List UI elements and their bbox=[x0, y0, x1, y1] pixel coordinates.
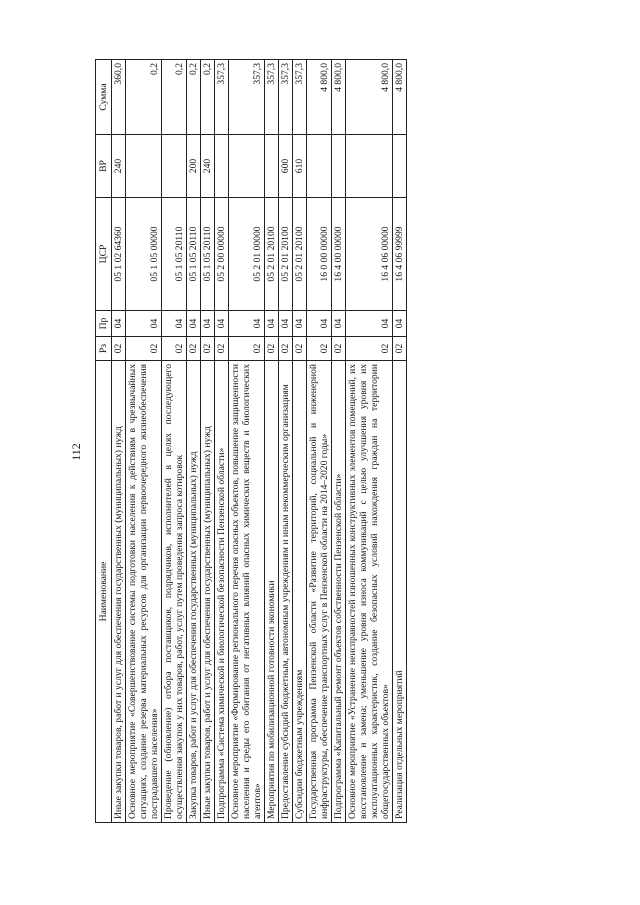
row-csr: 05 1 05 20110 bbox=[201, 198, 215, 311]
row-rz: 02 bbox=[215, 337, 229, 361]
row-name: Мероприятия по мобилизационной готовности экономики bbox=[265, 361, 279, 823]
row-sum: 0,2 bbox=[187, 60, 201, 135]
row-vr: 600 bbox=[279, 135, 293, 198]
row-name: Подпрограмма «Система химической и биологической безопасности Пензенской области» bbox=[215, 361, 229, 823]
budget-table bbox=[95, 59, 407, 823]
table-row bbox=[112, 60, 126, 823]
row-pr: 04 bbox=[393, 311, 407, 337]
row-csr: 05 1 05 00000 bbox=[126, 198, 162, 311]
row-csr: 05 1 05 20110 bbox=[187, 198, 201, 311]
page-number: 112 bbox=[69, 443, 83, 461]
row-rz: 02 bbox=[393, 337, 407, 361]
table-row bbox=[229, 60, 265, 823]
row-vr bbox=[162, 135, 187, 198]
row-pr: 04 bbox=[126, 311, 162, 337]
table-row bbox=[265, 60, 279, 823]
table-body bbox=[112, 60, 407, 823]
row-pr: 04 bbox=[265, 311, 279, 337]
row-pr: 04 bbox=[307, 311, 332, 337]
row-name: Реализация отдельных мероприятий bbox=[393, 361, 407, 823]
table-row bbox=[201, 60, 215, 823]
row-name: Основное мероприятие «Устранение неисправностей изношенных конструктивных элементов помещений, их восстановление и замена; уменьшение уровня износа коммуникаций с целью улучшения уровня их эксплуатационных характеристик, создание безопасных условий нахождения граждан на территории общегосударственных объектов» bbox=[346, 361, 393, 823]
row-name: Иные закупки товаров, работ и услуг для обеспечения государственных (муниципальных) нужд bbox=[112, 361, 126, 823]
row-vr bbox=[265, 135, 279, 198]
row-pr: 04 bbox=[332, 311, 346, 337]
row-vr bbox=[346, 135, 393, 198]
row-csr: 16 4 06 99999 bbox=[393, 198, 407, 311]
table-row bbox=[307, 60, 332, 823]
row-name: Предоставление субсидий бюджетным, автономным учреждениям и иным некоммерческим организациям bbox=[279, 361, 293, 823]
header-sum: Сумма bbox=[96, 60, 112, 135]
row-rz: 02 bbox=[279, 337, 293, 361]
row-csr: 05 2 01 20100 bbox=[293, 198, 307, 311]
row-pr: 04 bbox=[162, 311, 187, 337]
row-sum: 0,2 bbox=[162, 60, 187, 135]
row-name: Закупка товаров, работ и услуг для обеспечения государственных (муниципальных) нужд bbox=[187, 361, 201, 823]
header-csr: ЦСР bbox=[96, 198, 112, 311]
row-rz: 02 bbox=[126, 337, 162, 361]
header-vr: ВР bbox=[96, 135, 112, 198]
header-pr: Пр bbox=[96, 311, 112, 337]
row-rz: 02 bbox=[307, 337, 332, 361]
row-pr: 04 bbox=[187, 311, 201, 337]
row-pr: 04 bbox=[112, 311, 126, 337]
row-vr bbox=[229, 135, 265, 198]
table-header-row bbox=[96, 60, 112, 823]
row-rz: 02 bbox=[201, 337, 215, 361]
row-pr: 04 bbox=[346, 311, 393, 337]
row-csr: 05 1 02 64360 bbox=[112, 198, 126, 311]
row-csr: 05 2 01 00000 bbox=[229, 198, 265, 311]
row-sum: 360,0 bbox=[112, 60, 126, 135]
row-rz: 02 bbox=[293, 337, 307, 361]
row-name: Основное мероприятие «Совершенствование системы подготовки населения к действиям в чрезвычайных ситуациях, создание резерва материальных ресурсов для организации первоочередного жизнеобеспечения пострадавшего населения» bbox=[126, 361, 162, 823]
table-row bbox=[393, 60, 407, 823]
row-rz: 02 bbox=[112, 337, 126, 361]
row-sum: 4 800,0 bbox=[346, 60, 393, 135]
row-rz: 02 bbox=[332, 337, 346, 361]
row-pr: 04 bbox=[279, 311, 293, 337]
budget-table-container bbox=[95, 60, 585, 823]
row-csr: 16 4 06 00000 bbox=[346, 198, 393, 311]
table-row bbox=[293, 60, 307, 823]
table-row bbox=[346, 60, 393, 823]
row-vr bbox=[307, 135, 332, 198]
row-sum: 0,2 bbox=[126, 60, 162, 135]
row-sum: 357,3 bbox=[265, 60, 279, 135]
row-vr: 240 bbox=[201, 135, 215, 198]
row-sum: 4 800,0 bbox=[393, 60, 407, 135]
row-csr: 05 1 05 20110 bbox=[162, 198, 187, 311]
row-rz: 02 bbox=[346, 337, 393, 361]
row-name: Государственная программа Пензенской области «Развитие территорий, социальной и инженерной инфраструктуры, обеспечение транспортных услуг в Пензенской области на 2014–2020 годы» bbox=[307, 361, 332, 823]
row-pr: 04 bbox=[215, 311, 229, 337]
row-rz: 02 bbox=[229, 337, 265, 361]
row-vr bbox=[126, 135, 162, 198]
row-vr: 240 bbox=[112, 135, 126, 198]
row-sum: 4 800,0 bbox=[332, 60, 346, 135]
row-name: Подпрограмма «Капитальный ремонт объектов собственности Пензенской области» bbox=[332, 361, 346, 823]
row-rz: 02 bbox=[162, 337, 187, 361]
row-vr bbox=[332, 135, 346, 198]
row-pr: 04 bbox=[229, 311, 265, 337]
row-pr: 04 bbox=[293, 311, 307, 337]
row-pr: 04 bbox=[201, 311, 215, 337]
row-csr: 05 2 00 00000 bbox=[215, 198, 229, 311]
row-rz: 02 bbox=[187, 337, 201, 361]
row-sum: 357,3 bbox=[215, 60, 229, 135]
table-row bbox=[187, 60, 201, 823]
row-name: Проведение (обновление) отбора поставщиков, подрядчиков, исполнителей в целях последующего осуществления закупок у них товаров, работ, услуг путем проведения запроса котировок bbox=[162, 361, 187, 823]
row-csr: 16 0 00 00000 bbox=[307, 198, 332, 311]
row-sum: 4 800,0 bbox=[307, 60, 332, 135]
row-sum: 357,3 bbox=[229, 60, 265, 135]
table-row bbox=[162, 60, 187, 823]
table-row bbox=[279, 60, 293, 823]
row-csr: 16 4 00 00000 bbox=[332, 198, 346, 311]
table-row bbox=[126, 60, 162, 823]
row-csr: 05 2 01 20100 bbox=[279, 198, 293, 311]
table-row bbox=[215, 60, 229, 823]
row-vr: 610 bbox=[293, 135, 307, 198]
row-name: Субсидии бюджетным учреждениям bbox=[293, 361, 307, 823]
row-sum: 357,3 bbox=[293, 60, 307, 135]
row-sum: 357,3 bbox=[279, 60, 293, 135]
row-sum: 0,2 bbox=[201, 60, 215, 135]
header-name: Наименование bbox=[96, 361, 112, 823]
row-vr: 200 bbox=[187, 135, 201, 198]
row-csr: 05 2 01 20100 bbox=[265, 198, 279, 311]
row-name: Основное мероприятие «Формирование регионального перечня опасных объектов, повышение защищенности населения и среды его обитания от негативных влияний опасных химических веществ и биологических агентов» bbox=[229, 361, 265, 823]
row-name: Иные закупки товаров, работ и услуг для обеспечения государственных (муниципальных) нужд bbox=[201, 361, 215, 823]
table-row bbox=[332, 60, 346, 823]
header-rz: Рз bbox=[96, 337, 112, 361]
row-vr bbox=[393, 135, 407, 198]
row-rz: 02 bbox=[265, 337, 279, 361]
row-vr bbox=[215, 135, 229, 198]
